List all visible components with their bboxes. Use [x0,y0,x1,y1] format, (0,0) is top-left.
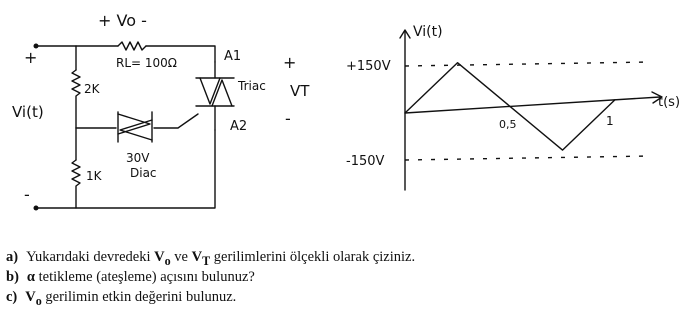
triac-label: Triac [238,79,266,93]
input-minus-sign: - [24,185,30,204]
diac-symbol [118,112,152,142]
bottom-wire [36,130,215,208]
x-axis [405,97,660,113]
load-resistor [118,42,146,50]
question-b: b) α tetikleme (ateşleme) açısını bulunuz? [6,269,255,285]
a2-label: A2 [230,119,248,134]
diac-voltage-label: 30V [126,151,150,165]
waveform-graph [346,24,680,190]
output-minus-sign: - [285,109,291,128]
question-c: c) $V_o$ gerilimin etkin değerini bulunuz. [6,289,237,308]
waveform-series-line [405,63,615,150]
vt-label: VT [290,82,310,100]
triac-symbol [196,62,234,130]
vi-label: Vi(t) [12,103,44,121]
a1-label: A1 [224,49,242,64]
negative-peak-label: -150V [346,154,385,169]
full-period-tick-label: 1 [606,114,614,128]
question-a-letter: a) [6,249,19,265]
circuit-diagram [12,11,310,211]
resistor-2k-label: 2K [84,82,100,96]
graph-y-label: Vi(t) [413,24,443,40]
question-b-letter: b) [6,269,19,285]
diac-label: Diac [130,166,157,180]
graph-x-label: t(s) [658,95,681,110]
question-c-letter: c) [6,289,18,305]
negative-peak-guide [405,156,650,160]
resistor-1k-label: 1K [86,169,102,183]
input-plus-sign: + [24,48,38,67]
resistor-2k [72,70,80,128]
half-period-tick-label: 0,5 [499,118,517,131]
vo-label: + Vo - [98,11,147,30]
question-a: a) Yukarıdaki devredeki $V_o$ ve $V_T$ gerilimlerini ölçekli olarak çiziniz. [6,249,416,268]
resistor-1k [72,160,80,208]
positive-peak-guide [405,62,650,66]
rl-label: RL= 100Ω [116,56,177,70]
output-plus-sign: + [283,53,297,72]
positive-peak-label: +150V [346,59,391,74]
